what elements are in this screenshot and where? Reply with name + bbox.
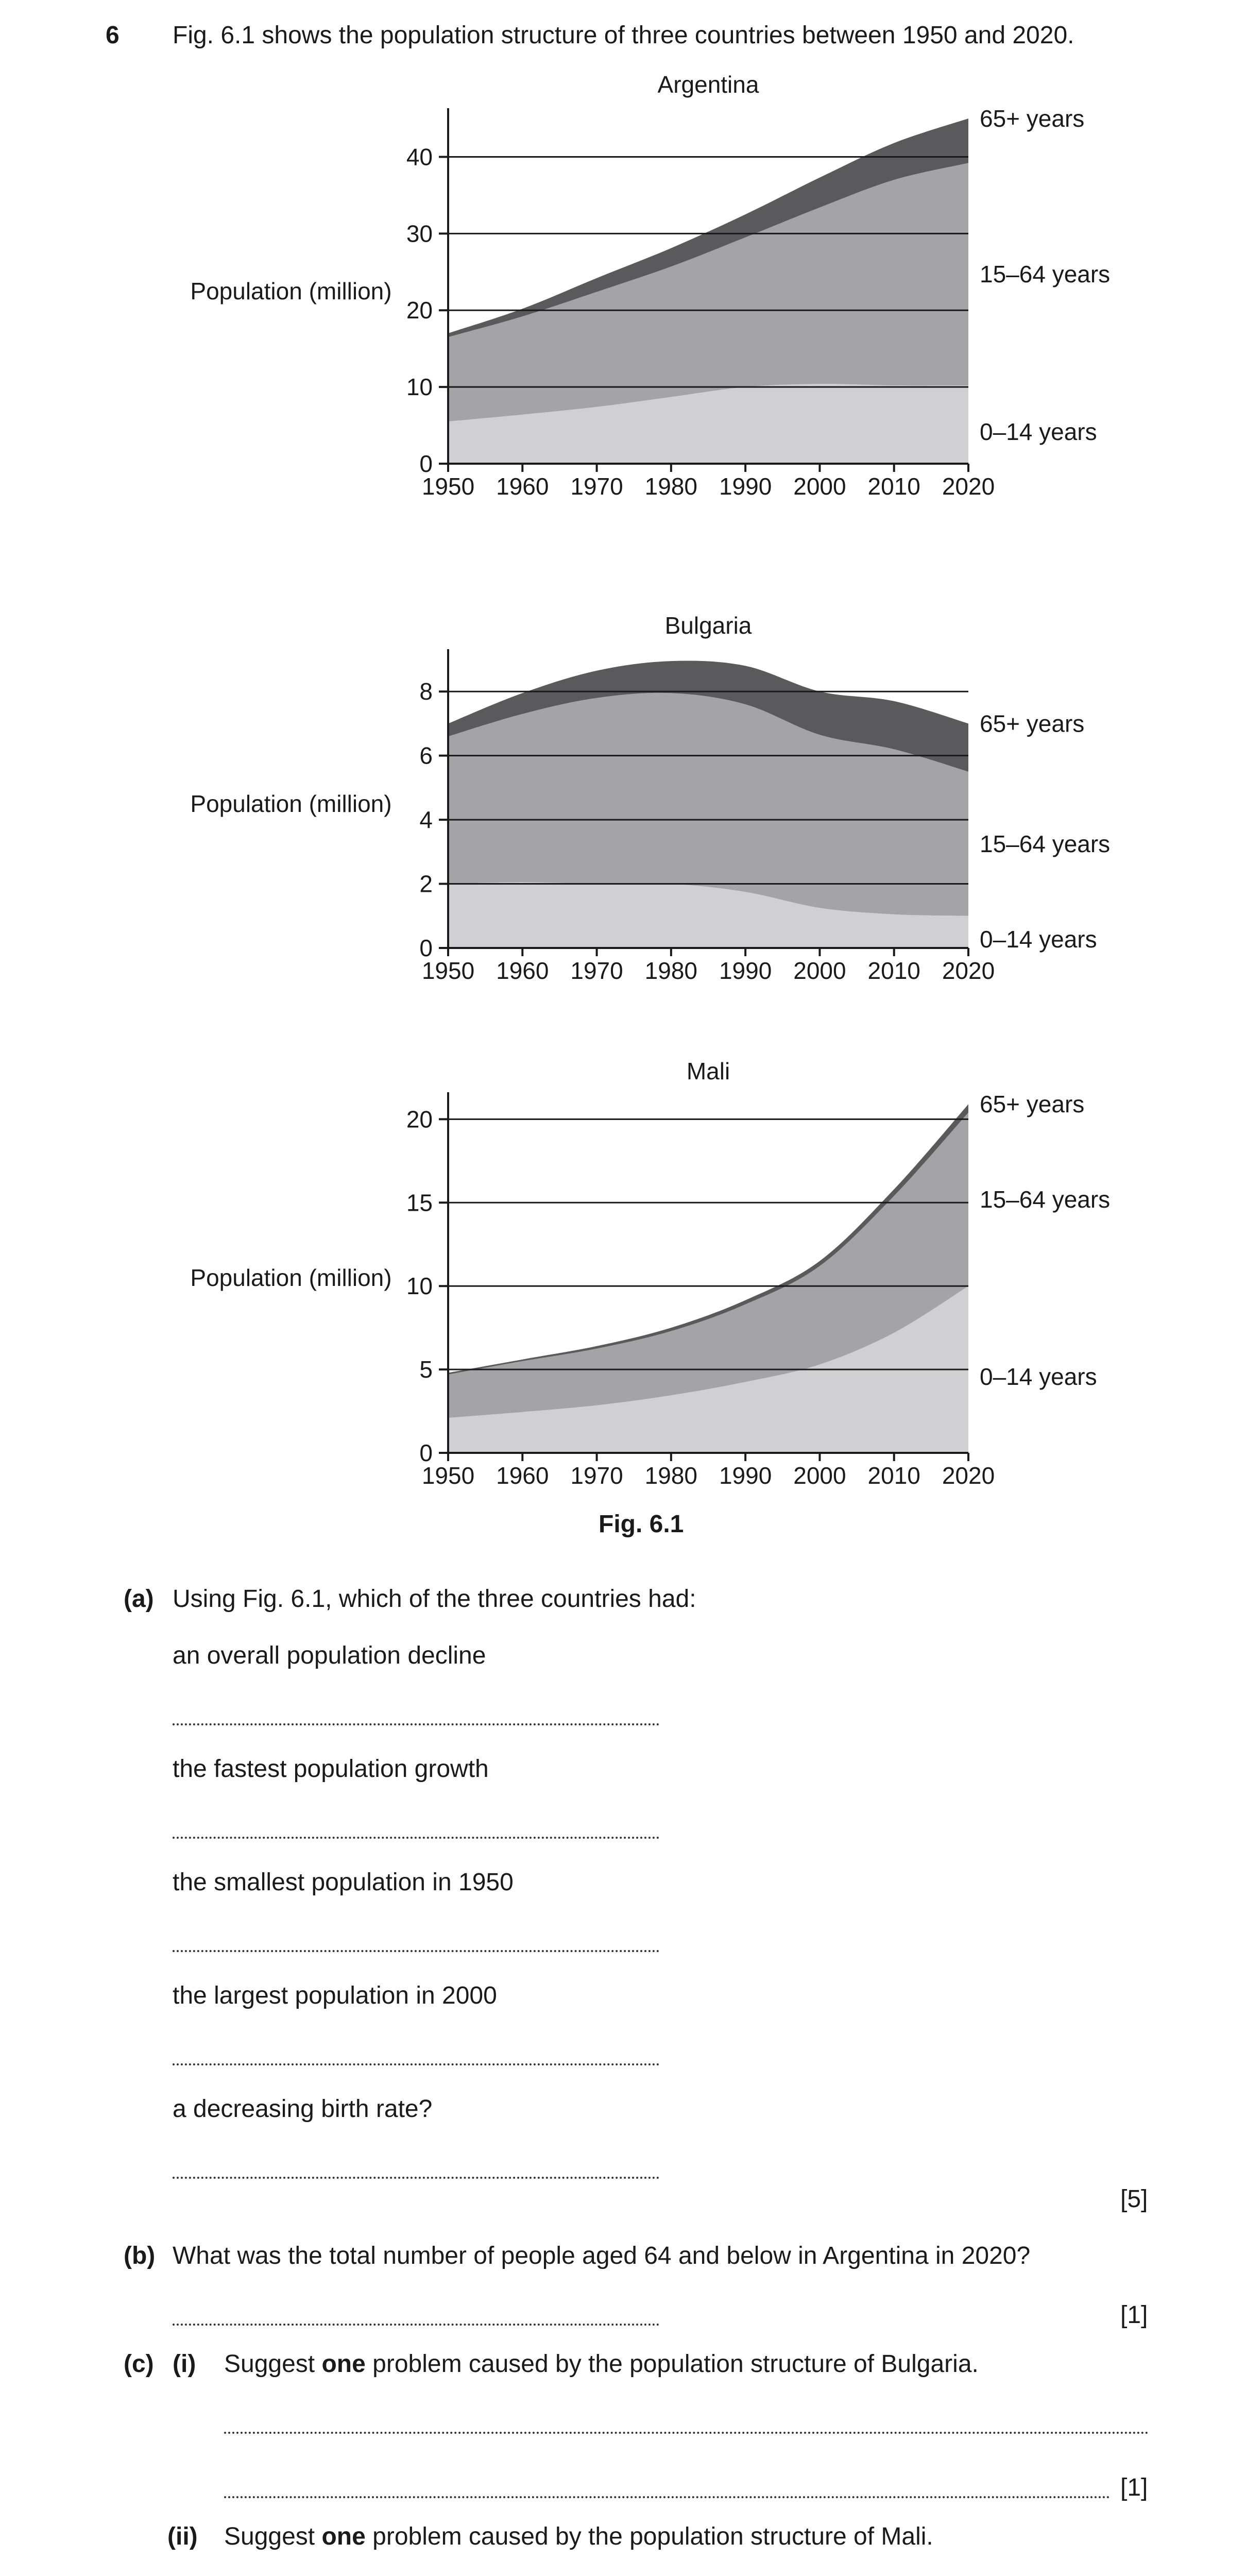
answer-line-b[interactable]: [173, 2324, 659, 2326]
x-tick-label: 1950: [421, 1462, 475, 1489]
y-tick-label: 0: [419, 1439, 433, 1466]
y-tick-label: 20: [406, 1106, 433, 1133]
answer-line-a3[interactable]: [173, 1950, 659, 1952]
x-tick-label: 1980: [644, 957, 698, 984]
y-tick-label: 30: [406, 220, 433, 247]
series-label: 15–64 years: [980, 830, 1111, 857]
x-tick-label: 1960: [496, 1462, 549, 1489]
y-axis-label: Population (million): [190, 790, 392, 817]
y-axis-label: Population (million): [190, 1264, 392, 1291]
y-tick-label: 8: [419, 678, 433, 705]
x-tick-label: 2000: [793, 957, 846, 984]
part-b-label: (b): [124, 2242, 156, 2269]
part-c-i-prompt: Suggest one problem caused by the population structure of Bulgaria.: [224, 2350, 979, 2378]
part-c-ii-prompt: Suggest one problem caused by the population structure of Mali.: [224, 2523, 933, 2550]
y-tick-label: 10: [406, 1273, 433, 1300]
answer-line-a4[interactable]: [173, 2063, 659, 2065]
x-tick-label: 1970: [570, 473, 623, 500]
y-tick-label: 0: [419, 450, 433, 477]
series-label: 0–14 years: [980, 418, 1097, 446]
y-tick-label: 5: [419, 1356, 433, 1383]
part-a-item-5: a decreasing birth rate?: [173, 2095, 433, 2123]
chart-title: Mali: [686, 1058, 730, 1084]
x-tick-label: 1950: [421, 957, 475, 984]
x-tick-label: 2010: [867, 473, 920, 500]
y-tick-label: 20: [406, 297, 433, 324]
x-tick-label: 1990: [719, 957, 772, 984]
x-tick-label: 2010: [867, 957, 920, 984]
chart-title: Argentina: [657, 71, 759, 98]
part-b-prompt: What was the total number of people aged 64 and below in Argentina in 2020?: [173, 2242, 1031, 2269]
x-tick-label: 2020: [942, 1462, 995, 1489]
figure-caption: Fig. 6.1: [599, 1511, 684, 1538]
series-label: 15–64 years: [980, 1185, 1111, 1213]
x-tick-label: 2010: [867, 1462, 920, 1489]
x-tick-label: 2000: [793, 473, 846, 500]
part-a-item-1: an overall population decline: [173, 1642, 486, 1669]
part-a-item-2: the fastest population growth: [173, 1755, 489, 1783]
question-number: 6: [106, 22, 120, 49]
answer-line-c-i-1[interactable]: [224, 2432, 1149, 2434]
population-charts: [0, 62, 1246, 1546]
series-label: 65+ years: [980, 710, 1085, 737]
question-intro: Fig. 6.1 shows the population structure of three countries between 1950 and 2020.: [173, 22, 1074, 49]
y-tick-label: 40: [406, 143, 433, 171]
x-tick-label: 1960: [496, 957, 549, 984]
series-label: 65+ years: [980, 1091, 1085, 1118]
x-tick-label: 1970: [570, 1462, 623, 1489]
x-tick-label: 2000: [793, 1462, 846, 1489]
part-a-prompt: Using Fig. 6.1, which of the three countries had:: [173, 1585, 696, 1613]
answer-line-c-i-2[interactable]: [224, 2496, 1110, 2498]
part-a-item-3: the smallest population in 1950: [173, 1869, 514, 1896]
part-c-i-label: (i): [173, 2350, 196, 2378]
x-tick-label: 2020: [942, 473, 995, 500]
x-tick-label: 2020: [942, 957, 995, 984]
series-label: 15–64 years: [980, 261, 1111, 288]
x-tick-label: 1970: [570, 957, 623, 984]
x-tick-label: 1990: [719, 1462, 772, 1489]
part-a-label: (a): [124, 1585, 154, 1613]
y-tick-label: 10: [406, 374, 433, 401]
y-tick-label: 2: [419, 870, 433, 897]
x-tick-label: 1990: [719, 473, 772, 500]
part-c-label: (c): [124, 2350, 154, 2378]
y-tick-label: 0: [419, 935, 433, 961]
y-tick-label: 15: [406, 1189, 433, 1216]
x-tick-label: 1980: [644, 473, 698, 500]
answer-line-a1[interactable]: [173, 1723, 659, 1725]
area-argentina-series-1: [448, 163, 968, 421]
series-label: 65+ years: [980, 105, 1085, 132]
part-a-item-4: the largest population in 2000: [173, 1982, 497, 2009]
y-axis-label: Population (million): [190, 278, 392, 304]
series-label: 0–14 years: [980, 1363, 1097, 1391]
answer-line-a2[interactable]: [173, 1837, 659, 1839]
x-tick-label: 1980: [644, 1462, 698, 1489]
chart-title: Bulgaria: [664, 612, 752, 639]
y-tick-label: 6: [419, 742, 433, 769]
part-a-marks: [5]: [1120, 2185, 1148, 2213]
part-b-marks: [1]: [1120, 2301, 1148, 2329]
x-tick-label: 1950: [421, 473, 475, 500]
part-c-ii-label: (ii): [167, 2523, 198, 2550]
x-tick-label: 1960: [496, 473, 549, 500]
y-tick-label: 4: [419, 806, 433, 834]
series-label: 0–14 years: [980, 925, 1097, 953]
figure-6-1: [0, 62, 1246, 1546]
answer-line-a5[interactable]: [173, 2177, 659, 2179]
part-c-i-marks: [1]: [1120, 2474, 1148, 2501]
